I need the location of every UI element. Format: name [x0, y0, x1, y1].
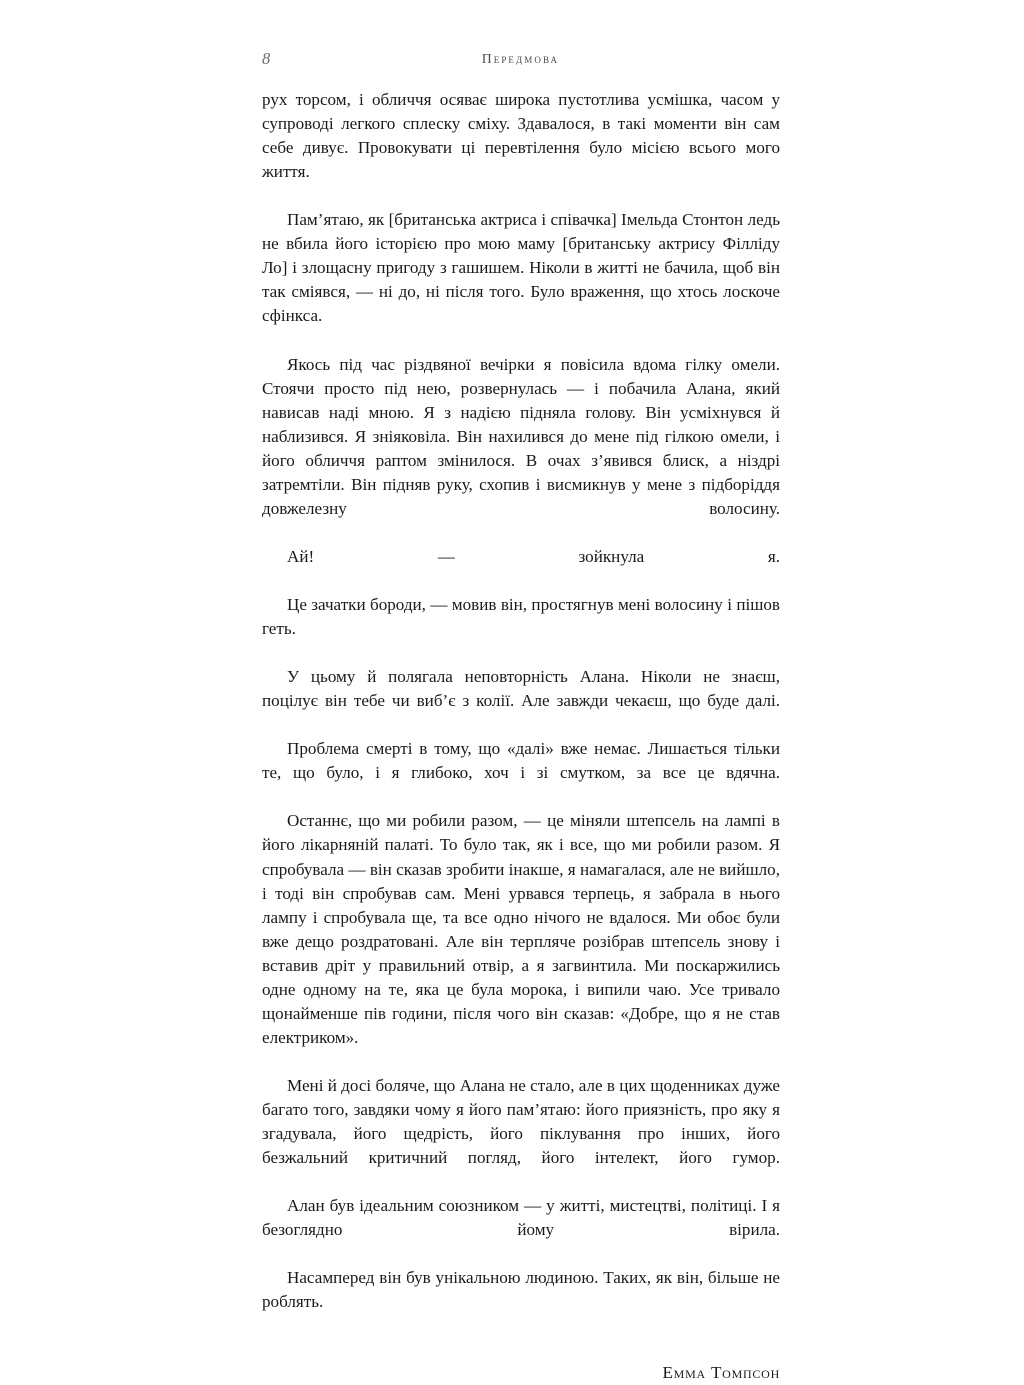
running-head — [262, 48, 779, 70]
paragraph: Якось під час різдвяної вечірки я повісила вдома гілку омели. Стоячи просто під нею, розвернулась — і побачила Алана, який нависав наді мною. Я з надією підняла голову. Він усміхнувся й наблизився. Я зніяковіла. Він нахилився до мене під гілкою омели, і його обличчя раптом змінилося. В очах з’явився блиск, а ніздрі затремтіли. Він підняв руку, схопив і висмикнув у мене з підборіддя довжелезну волосину. — [262, 354, 780, 518]
paragraph: Мені й досі боляче, що Алана не стало, але в цих щоденниках дуже багато того, завдяки чому я його пам’ятаю: його приязність, про яку я згадувала, його щедрість, його піклування про інших, його безжальний критичний погляд, його інтелект, його гумор. — [262, 1075, 780, 1168]
paragraph: Ай! — зойкнула я. — [287, 546, 780, 566]
author-signature: Емма Томпсон — [662, 1363, 780, 1383]
paragraph: У цьому й полягала неповторність Алана. Ніколи не знаєш, поцілує він тебе чи виб’є з колії. Але завжди чекаєш, що буде далі. — [262, 667, 780, 711]
paragraph: Останнє, що ми робили разом, — це міняли штепсель на лампі в його лікарняній палаті. То було так, як і все, що ми робили разом. Я спробувала — він сказав зробити інакше, я намагалася, але не вийшло, і тоді він спробував сам. Мені урвався терпець, я забрала в нього лампу і спробувала ще, та все одно нічого не вдалося. Ми обоє були вже дещо роздратовані. Але він терпляче розібрав штепсель знову і вставив дріт у правильний отвір, а я загвинтила. Ми поскаржились одне одному на те, яка це була морока, і випили чаю. Усе тривало щонайменше пів години, після чого він сказав: «Добре, що я не став електриком». — [262, 811, 780, 1047]
paragraph: Насамперед він був унікальною людиною. Таких, як він, більше не роблять. — [262, 1268, 780, 1312]
page-number: 8 — [262, 49, 271, 68]
text-block — [262, 88, 780, 1385]
running-head-title: Передмова — [481, 51, 560, 66]
paragraph: Алан був ідеальним союзником — у житті, мистецтві, політиці. І я безоглядно йому вірила. — [262, 1196, 780, 1240]
paragraph: Це зачатки бороди, — мовив він, простягнув мені волосину і пішов геть. — [262, 594, 780, 639]
paragraph: Проблема смерті в тому, що «далі» вже немає. Лишається тільки те, що було, і я глибоко, хоч і зі смутком, за все це вдячна. — [262, 739, 780, 783]
paragraph: рух торсом, і обличчя осяває широка пустотлива усмішка, часом у супроводі легкого сплеску сміху. Здавалося, в такі моменти він сам себе дивує. Провокувати ці перевтілення було місією всього мого життя. — [262, 90, 780, 182]
paragraph: Пам’ятаю, як [британська актриса і співачка] Імельда Стонтон ледь не вбила його історією про мою маму [британську актрису Філліду Ло] і злощасну пригоду з гашишем. Ніколи в житті не бачила, щоб він так сміявся, — ні до, ні після того. Було враження, що хтось лоскоче сфінкса. — [262, 210, 780, 326]
